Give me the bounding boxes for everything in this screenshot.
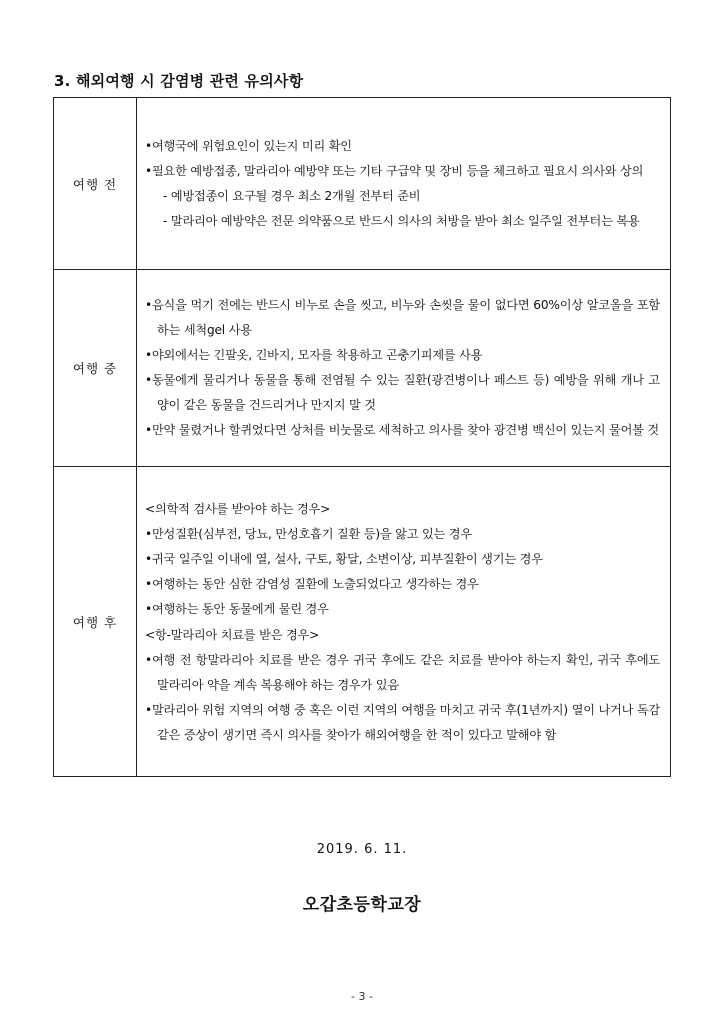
during-content (137, 270, 671, 467)
list-item: •여행 전 항말라리아 치료를 받은 경우 귀국 후에도 같은 치료를 받아야 하는지 확인, 귀국 후에도 말라리아 약을 계속 복용해야 하는 경우가 있음 (145, 652, 660, 692)
after-content (137, 467, 671, 777)
sub-list-item: - 말라리아 예방약은 전문 의약품으로 반드시 의사의 처방을 받아 최소 일주일 전부터는 복용 (163, 213, 640, 228)
list-item: •말라리아 위험 지역의 여행 중 혹은 이런 지역의 여행을 마치고 귀국 후(1년까지) 열이 나거나 독감 같은 증상이 생기면 즉시 의사를 찾아가 해외여행을 한 적이 있다고 말해야 함 (145, 702, 660, 742)
before-content (137, 98, 671, 270)
list-item: •필요한 예방접종, 말라리아 예방약 또는 기타 구급약 및 장비 등을 체크하고 필요시 의사와 상의 (145, 163, 644, 178)
sub-list-item: - 예방접종이 요구될 경우 최소 2개월 전부터 준비 (163, 188, 421, 203)
list-item: •만약 물렸거나 할퀴었다면 상처를 비눗물로 세척하고 의사를 찾아 광견병 백신이 있는지 물어볼 것 (145, 423, 660, 437)
table-row-before (54, 98, 671, 270)
group-title-medical-exam: <의학적 검사를 받아야 하는 경우> (145, 501, 331, 516)
list-item: •귀국 일주일 이내에 열, 설사, 구토, 황달, 소변이상, 피부질환이 생기는 경우 (145, 551, 543, 566)
document-date: 2019. 6. 11. (316, 842, 408, 857)
stage-label-after: 여행 후 (54, 467, 137, 777)
page-number: - 3 - (351, 990, 373, 1003)
travel-precautions-table (53, 97, 671, 777)
section-heading: 3. 해외여행 시 감염병 관련 유의사항 (54, 72, 304, 90)
stage-label-during: 여행 중 (54, 270, 137, 467)
list-item: •야외에서는 긴팔옷, 긴바지, 모자를 착용하고 곤충기피제를 사용 (145, 348, 483, 362)
table-row-during (54, 270, 671, 467)
list-item: •동물에게 물리거나 동물을 통해 전염될 수 있는 질환(광견병이나 페스트 등) 예방을 위해 개나 고양이 같은 동물을 건드리거나 만지지 말 것 (145, 373, 660, 412)
list-item: •여행하는 동안 심한 감염성 질환에 노출되었다고 생각하는 경우 (145, 576, 479, 591)
list-item: •음식을 먹기 전에는 반드시 비누로 손을 씻고, 비누와 손씻을 물이 없다면 60%이상 알코올을 포함하는 세척gel 사용 (145, 298, 660, 337)
list-item: •여행하는 동안 동물에게 물린 경우 (145, 601, 329, 616)
list-item: •여행국에 위험요인이 있는지 미리 확인 (145, 138, 352, 153)
list-item: •만성질환(심부전, 당뇨, 만성호흡기 질환 등)을 앓고 있는 경우 (145, 526, 472, 541)
table-row-after (54, 467, 671, 777)
group-title-antimalaria: <항-말라리아 치료를 받은 경우> (145, 627, 320, 642)
stage-label-before: 여행 전 (54, 98, 137, 270)
signer-name: 오갑초등학교장 (302, 895, 422, 915)
